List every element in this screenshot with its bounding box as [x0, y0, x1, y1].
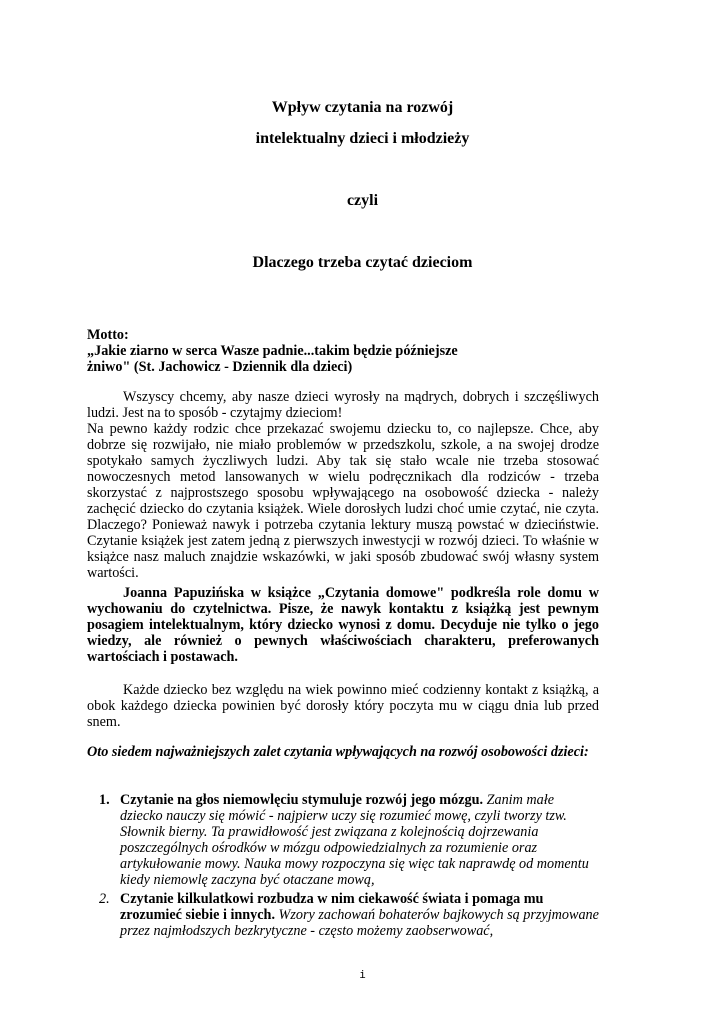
paragraph-4: Każde dziecko bez względu na wiek powinno mieć codzienny kontakt z książką, a obok każdego dziecka powinien być dorosły który poczyta mu w ciągu dnia lub przed snem. [87, 682, 599, 730]
list-item [87, 792, 599, 888]
list-item-number: 2. [99, 891, 110, 907]
paragraph-2: Na pewno każdy rodzic chce przekazać swojemu dziecku to, co najlepsze. Chce, aby dobrze się rozwijało, nie miało problemów w przedszkolu, szkole, a na swojej drodze spotykało samych życzliwych ludzi. Aby tak się stało wcale nie trzeba stosować nowoczesnych metod lansowanych w wielu podręcznikach dla rodziców - trzeba skorzystać z najprostszego sposobu wpływającego na osobowość dziecka - należy zachęcić dziecko do czytania książek. Wiele dorosłych ludzi choć umie czytać, nie czyta. Dlaczego? Ponieważ nawyk i potrzeba czytania lektury muszą powstać w dzieciństwie. Czytanie książek jest zatem jedną z pierwszych inwestycji w rozwój dzieci. To właśnie w książce nasz maluch znajdzie wskazówki, w jaki sposób zbudować swój własny system wartości. [87, 421, 599, 581]
motto-line-1: „Jakie ziarno w serca Wasze padnie...takim będzie późniejsze [87, 343, 458, 359]
motto [87, 327, 599, 375]
motto-label: Motto: [87, 327, 129, 343]
title-line-4: Dlaczego trzeba czytać dzieciom [252, 254, 473, 271]
motto-line-2: żniwo" (St. Jachowicz - Dziennik dla dzieci) [87, 359, 353, 375]
paragraph-1: Wszyscy chcemy, aby nasze dzieci wyrosły na mądrych, dobrych i szczęśliwych ludzi. Jest na to sposób - czytajmy dzieciom! [87, 389, 599, 421]
title-line-2: intelektualny dzieci i młodzieży [255, 130, 470, 147]
advantages-list [87, 792, 599, 939]
paragraph-5: Oto siedem najważniejszych zalet czytania wpływających na rozwój osobowości dzieci: [87, 744, 589, 760]
list-item-number: 1. [99, 792, 110, 808]
intro-paragraphs [87, 389, 599, 581]
paragraph-3: Joanna Papuzińska w książce „Czytania domowe" podkreśla role domu w wychowaniu do czytelnictwa. Pisze, że nawyk kontaktu z książką jest pewnym posagiem intelektualnym, który dziecko wynosi z domu. Decyduje nie tylko o jego wiedzy, ale również o pewnych właściwościach charakteru, preferowanych wartościach i postawach. [87, 585, 599, 665]
list-item-text: Zanim małe dziecko nauczy się mówić - najpierw uczy się rozumieć mowę, czyli tworzy tzw. Słownik bierny. Ta prawidłowość jest związana z kolejnością dojrzewania poszczególnych ośrodków w mózgu odpowiedzialnych za rozumienie oraz artykułowanie mowy. Nauka mowy rozpoczyna się więc tak naprawdę od momentu kiedy niemowlę zaczyna być otaczane mową, [120, 792, 589, 888]
list-item [87, 891, 599, 939]
title-line-1: Wpływ czytania na rozwój [271, 99, 454, 116]
list-item-heading: Czytanie na głos niemowlęciu stymuluje rozwój jego mózgu. [120, 792, 484, 808]
page-number: i [359, 968, 366, 981]
list-item-text: Wzory zachowań bohaterów bajkowych są przyjmowane przez najmłodszych bezkrytyczne - często możemy zaobserwować, [120, 907, 599, 939]
list-item-heading: Czytanie kilkulatkowi rozbudza w nim ciekawość świata i pomaga mu zrozumieć siebie i innych. [120, 891, 544, 923]
title-line-3: czyli [346, 192, 379, 209]
